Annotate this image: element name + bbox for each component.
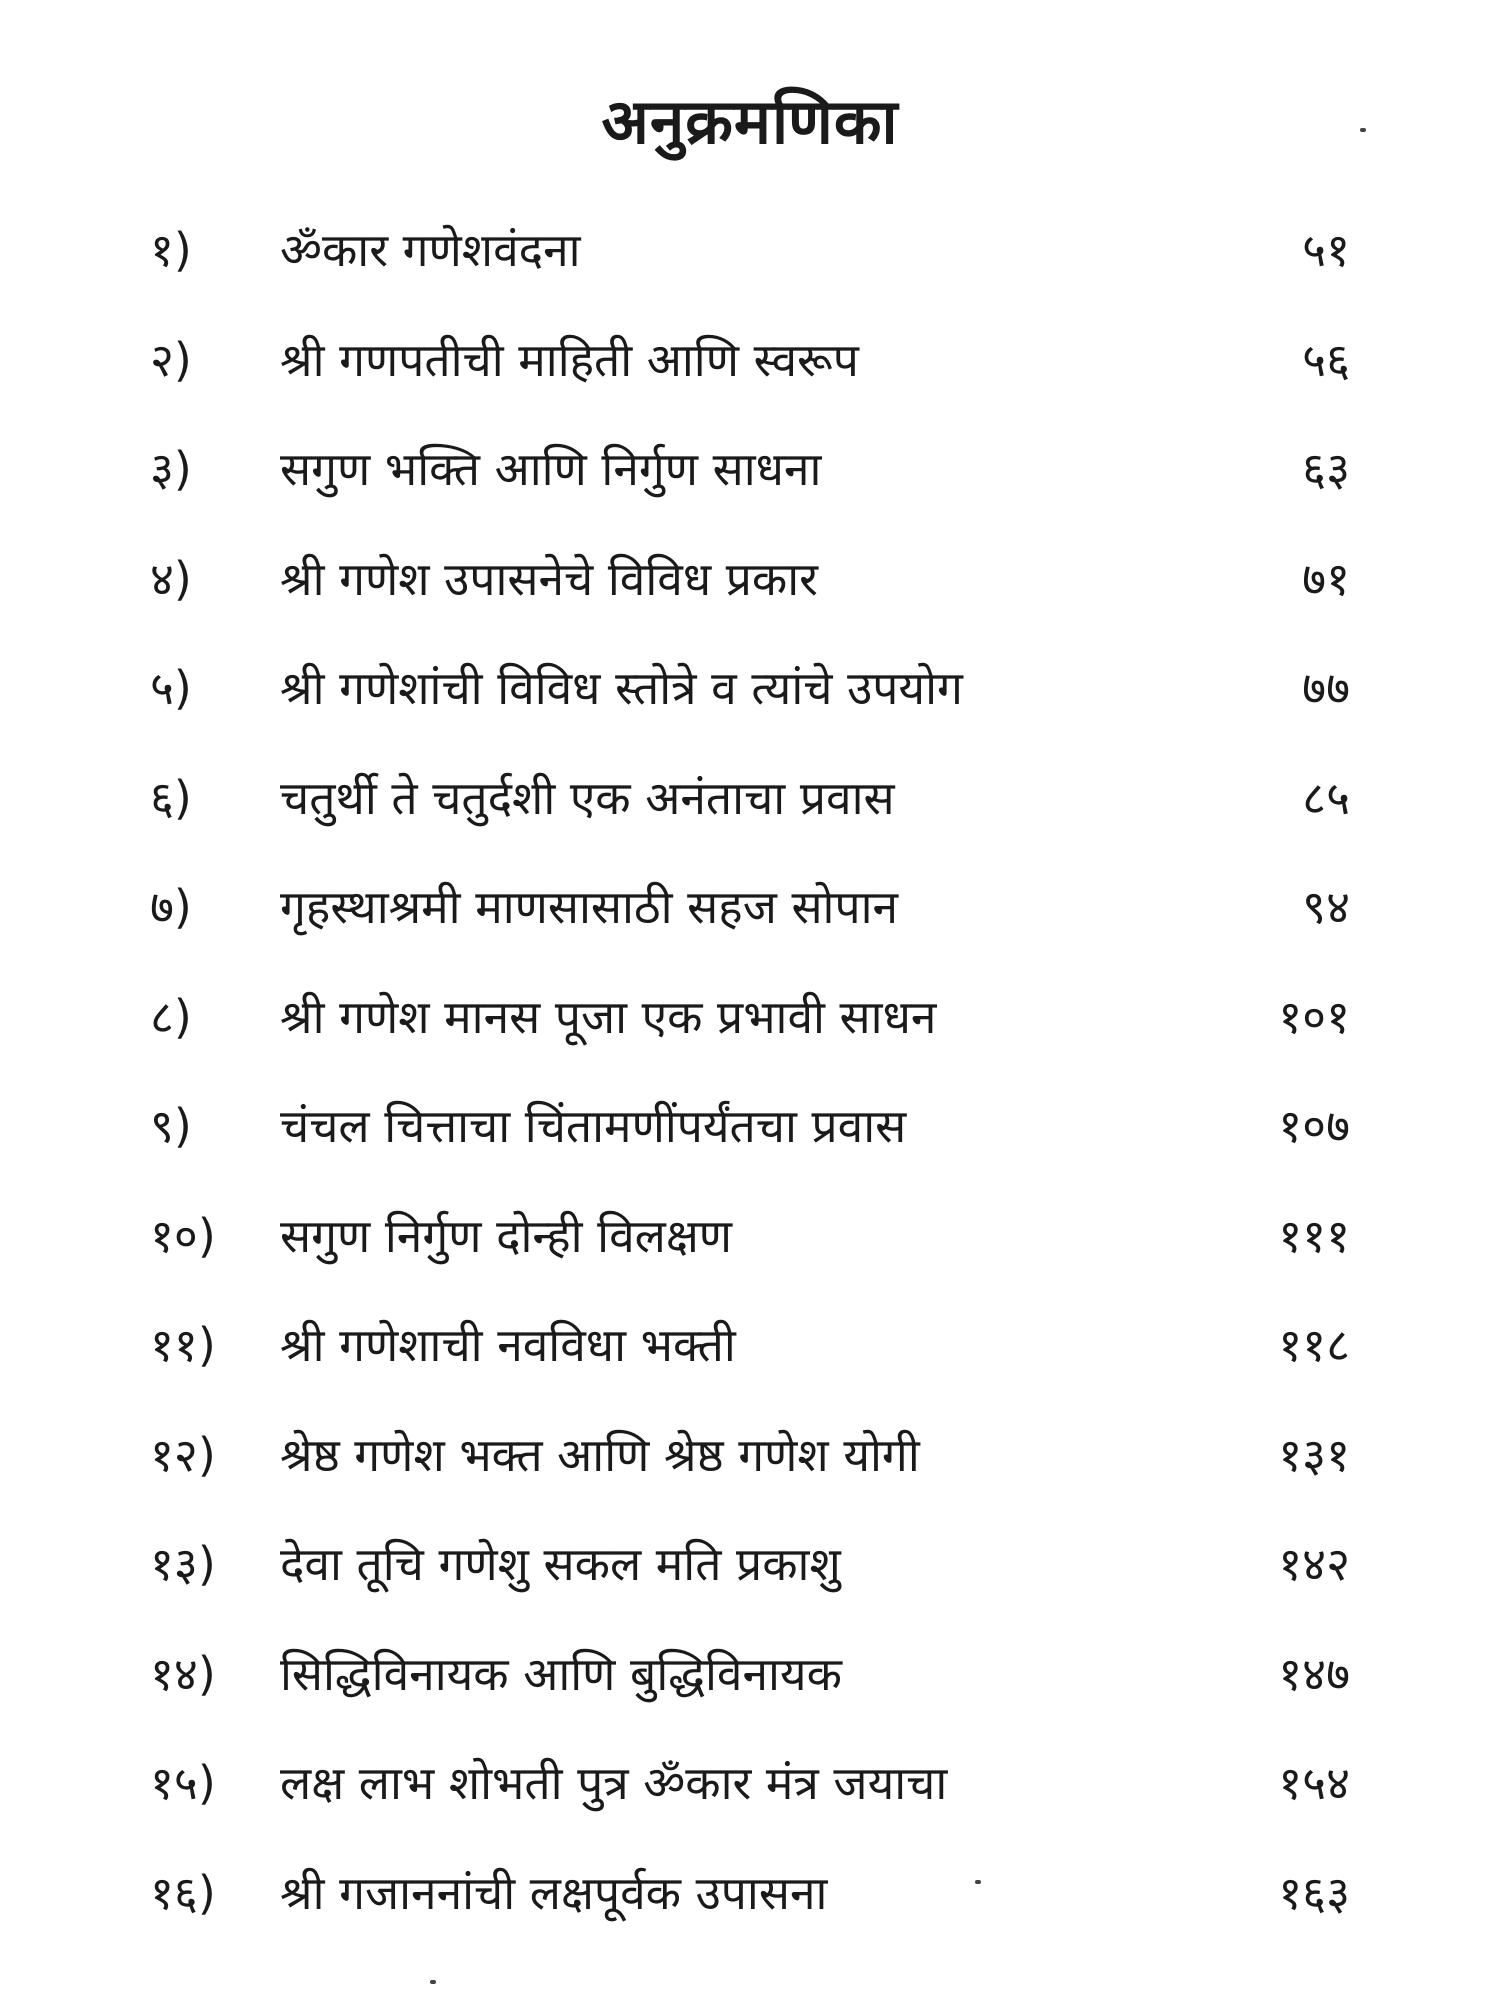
entry-page-number: १११ <box>1278 1209 1350 1263</box>
entry-page-number: १३१ <box>1278 1428 1350 1482</box>
entry-page-number: ७७ <box>1302 661 1350 715</box>
entry-page-number: १६३ <box>1278 1866 1350 1920</box>
entry-title: गृहस्थाश्रमी माणसासाठी सहज सोपान <box>280 880 899 934</box>
entry-title: श्री गणेशांची विविध स्तोत्रे व त्यांचे उपयोग <box>280 661 963 715</box>
entry-title: सगुण निर्गुण दोन्ही विलक्षण <box>280 1209 733 1263</box>
entry-title: श्री गणेशाची नवविधा भक्ती <box>280 1318 736 1372</box>
entry-page-number: १४७ <box>1278 1647 1350 1701</box>
entry-number: ३) <box>150 442 192 496</box>
toc-entry <box>0 1634 1500 1714</box>
entry-number: १) <box>150 223 192 277</box>
toc-entry <box>0 1196 1500 1276</box>
toc-entry <box>0 758 1500 838</box>
entry-page-number: ७१ <box>1302 552 1350 606</box>
entry-title: श्री गणेश उपासनेचे विविध प्रकार <box>280 552 818 606</box>
entry-title: श्रेष्ठ गणेश भक्त आणि श्रेष्ठ गणेश योगी <box>280 1428 920 1482</box>
entry-number: ६) <box>150 771 192 825</box>
entry-page-number: ९४ <box>1302 880 1350 934</box>
entry-title: सिद्धिविनायक आणि बुद्धिविनायक <box>280 1647 842 1701</box>
toc-entry <box>0 1524 1500 1604</box>
entry-number: १५) <box>150 1756 216 1810</box>
toc-entry <box>0 210 1500 290</box>
entry-number: ८) <box>150 990 192 1044</box>
entry-number: १३) <box>150 1537 216 1591</box>
toc-entry <box>0 429 1500 509</box>
entry-title: देवा तूचि गणेशु सकल मति प्रकाशु <box>280 1537 841 1591</box>
toc-entry <box>0 648 1500 728</box>
entry-page-number: १५४ <box>1278 1756 1350 1810</box>
toc-entry <box>0 539 1500 619</box>
entry-title: लक्ष लाभ शोभती पुत्र ॐकार मंत्र जयाचा <box>280 1756 948 1810</box>
toc-entry <box>0 1086 1500 1166</box>
entry-title: चतुर्थी ते चतुर्दशी एक अनंताचा प्रवास <box>280 771 895 825</box>
toc-entry <box>0 320 1500 400</box>
entry-number: १६) <box>150 1866 216 1920</box>
entry-title: श्री गणपतीची माहिती आणि स्वरूप <box>280 333 859 387</box>
entry-number: ५) <box>150 661 192 715</box>
entry-page-number: ५६ <box>1302 333 1350 387</box>
scan-speck <box>975 1880 981 1884</box>
entry-page-number: १०७ <box>1278 1099 1350 1153</box>
entry-number: १०) <box>150 1209 216 1263</box>
entry-number: १४) <box>150 1647 216 1701</box>
entry-title: श्री गणेश मानस पूजा एक प्रभावी साधन <box>280 990 937 1044</box>
entry-number: ४) <box>150 552 192 606</box>
toc-entry <box>0 867 1500 947</box>
entry-number: ११) <box>150 1318 216 1372</box>
entry-number: ९) <box>150 1099 192 1153</box>
entry-page-number: ६३ <box>1302 442 1350 496</box>
entry-title: श्री गजाननांची लक्षपूर्वक उपासना <box>280 1866 828 1920</box>
entry-title: चंचल चित्ताचा चिंतामणींपर्यंतचा प्रवास <box>280 1099 907 1153</box>
entry-title: ॐकार गणेशवंदना <box>280 223 581 277</box>
toc-entry <box>0 1305 1500 1385</box>
toc-entry <box>0 1743 1500 1823</box>
entry-page-number: ११८ <box>1278 1318 1350 1372</box>
toc-entry <box>0 977 1500 1057</box>
entry-number: २) <box>150 333 192 387</box>
entry-number: ७) <box>150 880 192 934</box>
entry-page-number: ८५ <box>1302 771 1350 825</box>
toc-entry <box>0 1853 1500 1933</box>
entry-title: सगुण भक्ति आणि निर्गुण साधना <box>280 442 822 496</box>
page-title: अनुक्रमणिका <box>601 85 899 158</box>
entry-number: १२) <box>150 1428 216 1482</box>
entry-page-number: १०१ <box>1278 990 1350 1044</box>
entry-page-number: १४२ <box>1278 1537 1350 1591</box>
scan-speck <box>430 1980 436 1984</box>
toc-entry <box>0 1415 1500 1495</box>
entry-page-number: ५१ <box>1302 223 1350 277</box>
scan-speck <box>1360 128 1366 132</box>
